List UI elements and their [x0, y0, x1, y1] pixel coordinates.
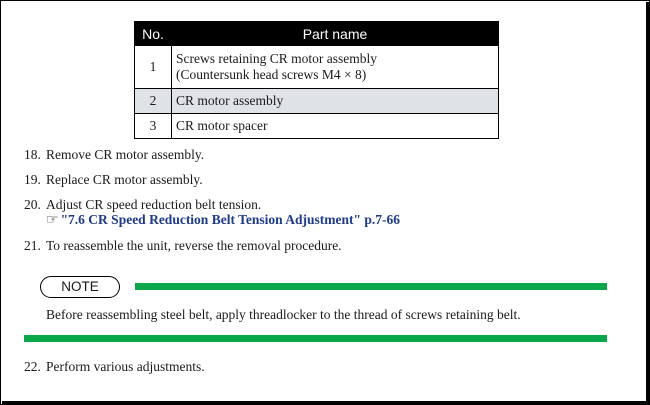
cross-reference-link[interactable] — [46, 212, 400, 228]
note-divider-top — [135, 283, 607, 290]
pointing-hand-icon: ☞ — [46, 212, 59, 228]
step-number: 22. — [24, 359, 41, 374]
step-19 — [24, 172, 203, 188]
frame-shadow-bottom — [2, 401, 649, 404]
step-22 — [24, 359, 205, 375]
row-number: 2 — [135, 89, 172, 114]
table-row — [135, 46, 499, 89]
row-part-name — [172, 46, 499, 89]
step-text: To reassemble the unit, reverse the removal procedure. — [46, 238, 342, 253]
note-divider-bottom — [24, 335, 607, 342]
row-part-name: CR motor assembly — [172, 89, 499, 114]
header-part-name: Part name — [172, 22, 499, 46]
table-row — [135, 114, 499, 139]
frame-shadow-right — [646, 2, 649, 404]
step-text: Remove CR motor assembly. — [46, 147, 205, 162]
step-20 — [24, 197, 261, 213]
parts-table — [134, 21, 499, 139]
table-row-highlighted — [135, 89, 499, 114]
header-no: No. — [135, 22, 172, 46]
table-header-row — [135, 22, 499, 46]
reference-text[interactable]: "7.6 CR Speed Reduction Belt Tension Adjustment" p.7-66 — [60, 212, 400, 227]
row-number: 3 — [135, 114, 172, 139]
row-number: 1 — [135, 46, 172, 89]
step-21 — [24, 238, 342, 254]
part-name-line1: Screws retaining CR motor assembly — [176, 51, 377, 66]
step-number: 18. — [24, 147, 41, 162]
step-text: Perform various adjustments. — [46, 359, 205, 374]
step-number: 20. — [24, 197, 41, 212]
row-part-name: CR motor spacer — [172, 114, 499, 139]
step-number: 19. — [24, 172, 41, 187]
step-text: Adjust CR speed reduction belt tension. — [46, 197, 262, 212]
step-number: 21. — [24, 238, 41, 253]
step-18 — [24, 147, 204, 163]
part-name-line2: (Countersunk head screws M4 × 8) — [176, 67, 367, 82]
note-text: Before reassembling steel belt, apply threadlocker to the thread of screws retaining belt. — [46, 307, 521, 322]
note-label: NOTE — [40, 276, 120, 298]
step-text: Replace CR motor assembly. — [46, 172, 203, 187]
